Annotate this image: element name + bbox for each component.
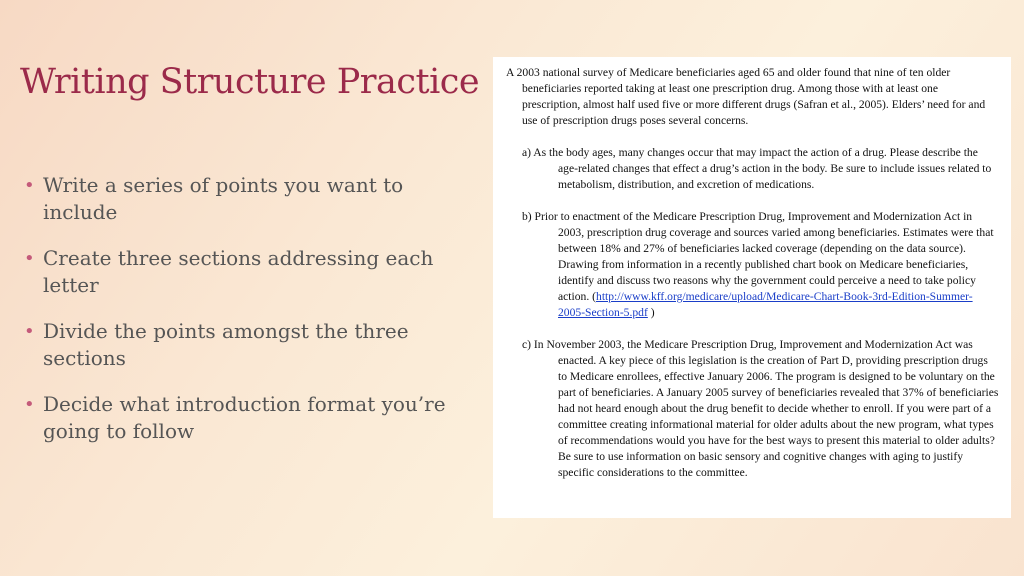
bullet-text: Divide the points amongst the three sections: [43, 319, 409, 370]
document-image: [493, 57, 1011, 518]
bullet-text: Write a series of points you want to include: [43, 173, 404, 224]
document-intro: A 2003 national survey of Medicare beneficiaries aged 65 and older found that nine of ten older beneficiaries reported taking at least one prescription drug. Among those with at least one prescription, almost half used five or more different drugs (Safran et al., 2005). Elders’ need for and use of prescription drugs poses several concerns.: [506, 66, 986, 127]
link-open-paren: (: [592, 290, 597, 303]
bullet-item: [24, 245, 464, 299]
bullet-item: [24, 391, 464, 445]
bullet-text: Decide what introduction format you’re going to follow: [43, 392, 446, 443]
bullet-list: [24, 172, 464, 464]
question-b-text: b) Prior to enactment of the Medicare Prescription Drug, Improvement and Modernization Act in 2003, prescription drug coverage and sources varied among beneficiaries. Estimates were that between 18% and 27% of beneficiaries lacked coverage (depending on the data source). Drawing from information in a recently published chart book on Medicare beneficiaries, identify and discuss two reasons why the government could perceive a need to take policy action.: [522, 210, 994, 303]
bullet-dot-icon: •: [24, 321, 35, 342]
link-close-paren: ): [647, 306, 655, 319]
slide-title: Writing Structure Practice: [20, 62, 480, 102]
question-c: c) In November 2003, the Medicare Prescription Drug, Improvement and Modernization Act was enacted. A key piece of this legislation is the creation of Part D, providing prescription drugs to Medicare enrollees, effective January 2006. The program is designed to be voluntary on the part of beneficiaries. A January 2005 survey of beneficiaries revealed that 37% of beneficiaries had not heard enough about the drug benefit to decide whether to enroll. If you were part of a committee creating informational material for older adults about the new program, what types of recommendations would you have for the best ways to present this material to older adults? Be sure to use information on basic sensory and cognitive changes with aging to justify specific considerations to the committee.: [522, 338, 999, 479]
bullet-text: Create three sections addressing each letter: [43, 246, 434, 297]
question-b: [506, 209, 999, 321]
bullet-dot-icon: •: [24, 175, 35, 196]
chart-book-link[interactable]: http://www.kff.org/medicare/upload/Medicare-Chart-Book-3rd-Edition-Summer-2005-Section-5.pdf: [558, 290, 973, 319]
question-a: a) As the body ages, many changes occur that may impact the action of a drug. Please describe the age-related changes that effect a drug’s action in the body. Be sure to include issues related to metabolism, distribution, and excretion of medications.: [522, 146, 992, 191]
bullet-dot-icon: •: [24, 394, 35, 415]
bullet-item: [24, 318, 464, 372]
bullet-dot-icon: •: [24, 248, 35, 269]
bullet-item: [24, 172, 464, 226]
